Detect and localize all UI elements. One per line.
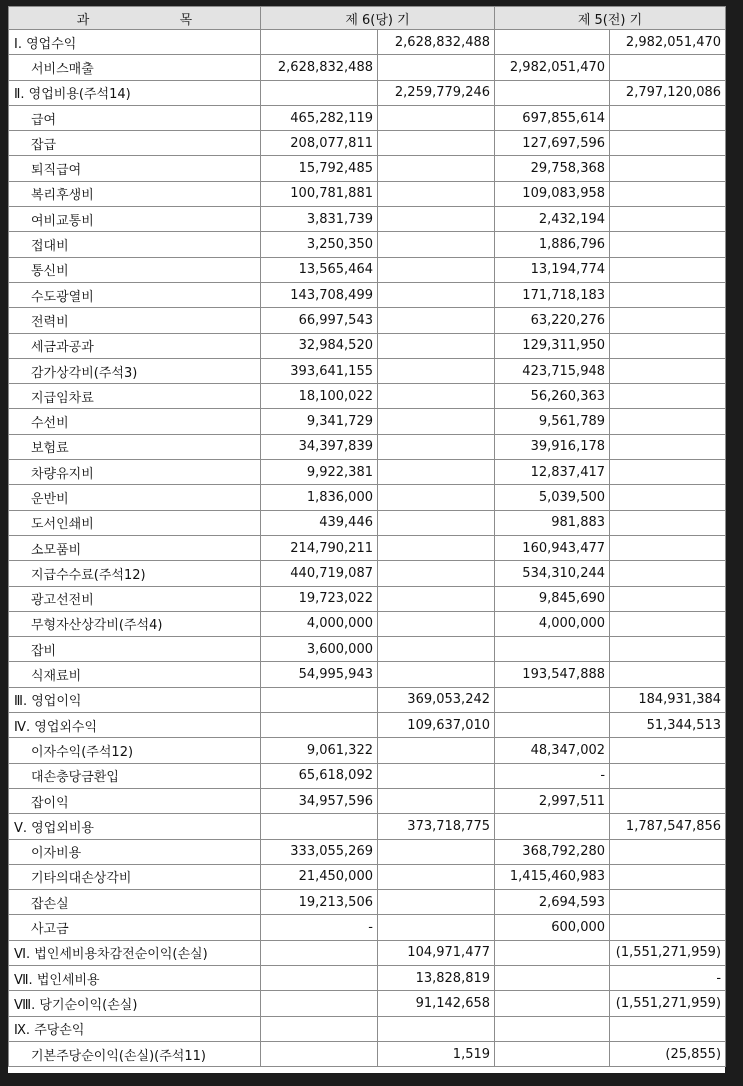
current-total-cell: 369,053,242 <box>378 687 495 712</box>
row-label: 전력비 <box>9 308 261 333</box>
prior-detail-cell: 129,311,950 <box>495 333 610 358</box>
current-total-cell: 91,142,658 <box>378 991 495 1016</box>
prior-detail-cell <box>495 1016 610 1041</box>
prior-total-cell <box>610 586 726 611</box>
prior-detail-cell: 9,561,789 <box>495 409 610 434</box>
current-detail-cell: 3,600,000 <box>261 637 378 662</box>
prior-detail-cell <box>495 713 610 738</box>
table-row <box>9 713 726 738</box>
table-row <box>9 788 726 813</box>
current-total-cell <box>378 510 495 535</box>
current-detail-cell: 3,831,739 <box>261 207 378 232</box>
prior-detail-cell: 171,718,183 <box>495 282 610 307</box>
prior-detail-cell: 160,943,477 <box>495 535 610 560</box>
current-total-cell: 1,519 <box>378 1041 495 1066</box>
row-label: 잡손실 <box>9 890 261 915</box>
prior-detail-cell: 2,432,194 <box>495 207 610 232</box>
current-detail-cell: 54,995,943 <box>261 662 378 687</box>
row-label: 급여 <box>9 105 261 130</box>
row-label: 이자수익(주석12) <box>9 738 261 763</box>
prior-total-cell <box>610 485 726 510</box>
prior-total-cell <box>610 864 726 889</box>
current-total-cell <box>378 409 495 434</box>
current-total-cell: 373,718,775 <box>378 814 495 839</box>
current-detail-cell <box>261 713 378 738</box>
prior-total-cell: (1,551,271,959) <box>610 940 726 965</box>
current-total-cell <box>378 1016 495 1041</box>
prior-detail-cell: 2,982,051,470 <box>495 55 610 80</box>
prior-total-cell <box>610 460 726 485</box>
row-label: 수도광열비 <box>9 282 261 307</box>
table-row <box>9 434 726 459</box>
current-detail-cell <box>261 965 378 990</box>
current-detail-cell: 9,922,381 <box>261 460 378 485</box>
prior-total-cell <box>610 434 726 459</box>
current-detail-cell: 333,055,269 <box>261 839 378 864</box>
current-total-cell <box>378 738 495 763</box>
prior-total-cell <box>610 637 726 662</box>
table-row <box>9 232 726 257</box>
row-label: 감가상각비(주석3) <box>9 358 261 383</box>
row-label: 복리후생비 <box>9 181 261 206</box>
current-detail-cell <box>261 814 378 839</box>
current-detail-cell: 13,565,464 <box>261 257 378 282</box>
current-total-cell <box>378 434 495 459</box>
prior-detail-cell: 12,837,417 <box>495 460 610 485</box>
row-label: 잡이익 <box>9 788 261 813</box>
prior-total-cell: 1,787,547,856 <box>610 814 726 839</box>
table-row <box>9 864 726 889</box>
prior-detail-cell: 1,886,796 <box>495 232 610 257</box>
current-total-cell <box>378 55 495 80</box>
current-detail-cell <box>261 991 378 1016</box>
current-total-cell: 13,828,819 <box>378 965 495 990</box>
row-label: 잡비 <box>9 637 261 662</box>
table-row <box>9 637 726 662</box>
current-total-cell <box>378 460 495 485</box>
table-row <box>9 105 726 130</box>
prior-detail-cell: 1,415,460,983 <box>495 864 610 889</box>
prior-total-cell <box>610 105 726 130</box>
prior-total-cell: (25,855) <box>610 1041 726 1066</box>
table-row <box>9 738 726 763</box>
prior-total-cell: 51,344,513 <box>610 713 726 738</box>
row-label: 사고금 <box>9 915 261 940</box>
table-row <box>9 687 726 712</box>
prior-detail-cell <box>495 80 610 105</box>
prior-detail-cell: - <box>495 763 610 788</box>
current-detail-cell: 100,781,881 <box>261 181 378 206</box>
prior-total-cell <box>610 763 726 788</box>
current-detail-cell: 4,000,000 <box>261 611 378 636</box>
table-row <box>9 55 726 80</box>
header-prior-period: 제 5(전) 기 <box>495 7 726 30</box>
prior-total-cell <box>610 384 726 409</box>
header-row <box>9 7 726 30</box>
current-total-cell <box>378 181 495 206</box>
prior-detail-cell <box>495 991 610 1016</box>
prior-total-cell <box>610 232 726 257</box>
current-detail-cell: 143,708,499 <box>261 282 378 307</box>
current-detail-cell <box>261 940 378 965</box>
table-row <box>9 535 726 560</box>
current-detail-cell <box>261 1041 378 1066</box>
current-total-cell <box>378 282 495 307</box>
current-detail-cell: 9,341,729 <box>261 409 378 434</box>
header-item-left: 과 <box>76 12 90 28</box>
prior-detail-cell: 534,310,244 <box>495 561 610 586</box>
prior-total-cell: (1,551,271,959) <box>610 991 726 1016</box>
current-detail-cell: 439,446 <box>261 510 378 535</box>
prior-detail-cell <box>495 940 610 965</box>
row-label: 기타의대손상각비 <box>9 864 261 889</box>
prior-detail-cell: 56,260,363 <box>495 384 610 409</box>
current-total-cell <box>378 384 495 409</box>
current-detail-cell: 9,061,322 <box>261 738 378 763</box>
prior-detail-cell <box>495 814 610 839</box>
row-label: 지급수수료(주석12) <box>9 561 261 586</box>
prior-detail-cell: 13,194,774 <box>495 257 610 282</box>
current-total-cell <box>378 333 495 358</box>
prior-total-cell <box>610 510 726 535</box>
current-detail-cell: 465,282,119 <box>261 105 378 130</box>
current-total-cell <box>378 535 495 560</box>
current-detail-cell: 66,997,543 <box>261 308 378 333</box>
prior-total-cell <box>610 535 726 560</box>
current-total-cell <box>378 308 495 333</box>
prior-total-cell <box>610 308 726 333</box>
current-total-cell <box>378 207 495 232</box>
table-row <box>9 763 726 788</box>
row-label: 기본주당순이익(손실)(주석11) <box>9 1041 261 1066</box>
current-total-cell: 104,971,477 <box>378 940 495 965</box>
row-label: 광고선전비 <box>9 586 261 611</box>
row-label: 도서인쇄비 <box>9 510 261 535</box>
current-total-cell <box>378 611 495 636</box>
current-total-cell <box>378 485 495 510</box>
prior-total-cell <box>610 409 726 434</box>
table-row <box>9 611 726 636</box>
table-row <box>9 1016 726 1041</box>
table-row <box>9 965 726 990</box>
current-detail-cell: 208,077,811 <box>261 131 378 156</box>
prior-total-cell <box>610 282 726 307</box>
row-label: Ⅳ. 영업외수익 <box>9 713 261 738</box>
prior-detail-cell: 697,855,614 <box>495 105 610 130</box>
current-detail-cell <box>261 30 378 55</box>
row-label: 보험료 <box>9 434 261 459</box>
row-label: Ⅴ. 영업외비용 <box>9 814 261 839</box>
table-row <box>9 839 726 864</box>
header-item <box>9 7 261 30</box>
row-label: Ⅱ. 영업비용(주석14) <box>9 80 261 105</box>
current-detail-cell: 15,792,485 <box>261 156 378 181</box>
prior-detail-cell: 9,845,690 <box>495 586 610 611</box>
table-header <box>9 7 726 30</box>
prior-detail-cell <box>495 30 610 55</box>
prior-detail-cell: 2,694,593 <box>495 890 610 915</box>
table-row <box>9 940 726 965</box>
prior-total-cell <box>610 915 726 940</box>
prior-total-cell <box>610 55 726 80</box>
prior-detail-cell <box>495 965 610 990</box>
current-total-cell <box>378 561 495 586</box>
current-detail-cell: 1,836,000 <box>261 485 378 510</box>
table-row <box>9 814 726 839</box>
prior-detail-cell: 2,997,511 <box>495 788 610 813</box>
prior-detail-cell <box>495 637 610 662</box>
table-row <box>9 1041 726 1066</box>
prior-detail-cell: 4,000,000 <box>495 611 610 636</box>
current-detail-cell: - <box>261 915 378 940</box>
table-row <box>9 890 726 915</box>
prior-total-cell <box>610 611 726 636</box>
current-total-cell <box>378 232 495 257</box>
current-detail-cell: 2,628,832,488 <box>261 55 378 80</box>
current-total-cell <box>378 358 495 383</box>
prior-detail-cell: 39,916,178 <box>495 434 610 459</box>
table-row <box>9 460 726 485</box>
row-label: 식재료비 <box>9 662 261 687</box>
current-total-cell <box>378 788 495 813</box>
prior-detail-cell: 29,758,368 <box>495 156 610 181</box>
current-total-cell <box>378 839 495 864</box>
row-label: 접대비 <box>9 232 261 257</box>
current-total-cell <box>378 586 495 611</box>
row-label: 세금과공과 <box>9 333 261 358</box>
table-row <box>9 915 726 940</box>
prior-detail-cell <box>495 1041 610 1066</box>
prior-detail-cell: 48,347,002 <box>495 738 610 763</box>
table-row <box>9 358 726 383</box>
table-row <box>9 384 726 409</box>
prior-detail-cell: 981,883 <box>495 510 610 535</box>
current-total-cell <box>378 105 495 130</box>
prior-detail-cell: 109,083,958 <box>495 181 610 206</box>
table-row <box>9 586 726 611</box>
current-total-cell <box>378 156 495 181</box>
table-row <box>9 131 726 156</box>
prior-total-cell <box>610 561 726 586</box>
row-label: 수선비 <box>9 409 261 434</box>
current-detail-cell: 34,397,839 <box>261 434 378 459</box>
current-detail-cell: 34,957,596 <box>261 788 378 813</box>
prior-total-cell: 184,931,384 <box>610 687 726 712</box>
prior-total-cell <box>610 181 726 206</box>
row-label: Ⅵ. 법인세비용차감전순이익(손실) <box>9 940 261 965</box>
prior-total-cell <box>610 156 726 181</box>
prior-total-cell <box>610 1016 726 1041</box>
current-detail-cell: 393,641,155 <box>261 358 378 383</box>
current-detail-cell: 214,790,211 <box>261 535 378 560</box>
current-detail-cell <box>261 687 378 712</box>
prior-total-cell <box>610 207 726 232</box>
row-label: 운반비 <box>9 485 261 510</box>
row-label: Ⅲ. 영업이익 <box>9 687 261 712</box>
row-label: Ⅶ. 법인세비용 <box>9 965 261 990</box>
prior-total-cell <box>610 257 726 282</box>
table-row <box>9 30 726 55</box>
table-row <box>9 282 726 307</box>
current-detail-cell <box>261 1016 378 1041</box>
table-row <box>9 333 726 358</box>
prior-total-cell <box>610 662 726 687</box>
header-item-right: 목 <box>179 12 193 28</box>
current-total-cell <box>378 763 495 788</box>
table-row <box>9 257 726 282</box>
prior-detail-cell: 5,039,500 <box>495 485 610 510</box>
prior-total-cell <box>610 131 726 156</box>
table-row <box>9 156 726 181</box>
prior-total-cell <box>610 839 726 864</box>
current-total-cell <box>378 915 495 940</box>
current-total-cell: 2,259,779,246 <box>378 80 495 105</box>
current-detail-cell: 19,213,506 <box>261 890 378 915</box>
row-label: 서비스매출 <box>9 55 261 80</box>
current-total-cell <box>378 637 495 662</box>
prior-detail-cell: 368,792,280 <box>495 839 610 864</box>
row-label: 지급임차료 <box>9 384 261 409</box>
current-total-cell <box>378 890 495 915</box>
income-statement-table <box>8 6 726 1067</box>
table-row <box>9 485 726 510</box>
prior-detail-cell <box>495 687 610 712</box>
current-detail-cell: 18,100,022 <box>261 384 378 409</box>
prior-detail-cell: 423,715,948 <box>495 358 610 383</box>
table-row <box>9 308 726 333</box>
prior-detail-cell: 600,000 <box>495 915 610 940</box>
current-total-cell <box>378 864 495 889</box>
table-row <box>9 510 726 535</box>
current-detail-cell: 21,450,000 <box>261 864 378 889</box>
row-label: Ⅷ. 당기순이익(손실) <box>9 991 261 1016</box>
row-label: 무형자산상각비(주석4) <box>9 611 261 636</box>
prior-total-cell: 2,982,051,470 <box>610 30 726 55</box>
table-row <box>9 991 726 1016</box>
prior-total-cell: 2,797,120,086 <box>610 80 726 105</box>
row-label: 대손충당금환입 <box>9 763 261 788</box>
prior-total-cell: - <box>610 965 726 990</box>
prior-detail-cell: 193,547,888 <box>495 662 610 687</box>
row-label: 소모품비 <box>9 535 261 560</box>
table-row <box>9 80 726 105</box>
prior-total-cell <box>610 358 726 383</box>
current-total-cell <box>378 662 495 687</box>
current-detail-cell: 32,984,520 <box>261 333 378 358</box>
row-label: 이자비용 <box>9 839 261 864</box>
current-detail-cell <box>261 80 378 105</box>
current-total-cell: 109,637,010 <box>378 713 495 738</box>
current-detail-cell: 3,250,350 <box>261 232 378 257</box>
prior-total-cell <box>610 890 726 915</box>
prior-total-cell <box>610 738 726 763</box>
prior-total-cell <box>610 333 726 358</box>
current-detail-cell: 440,719,087 <box>261 561 378 586</box>
current-total-cell <box>378 257 495 282</box>
current-total-cell <box>378 131 495 156</box>
row-label: Ⅸ. 주당손익 <box>9 1016 261 1041</box>
table-row <box>9 409 726 434</box>
header-current-period: 제 6(당) 기 <box>261 7 495 30</box>
table-row <box>9 181 726 206</box>
current-detail-cell: 65,618,092 <box>261 763 378 788</box>
income-statement-sheet <box>8 6 725 1073</box>
row-label: 퇴직급여 <box>9 156 261 181</box>
table-body <box>9 30 726 1067</box>
prior-detail-cell: 63,220,276 <box>495 308 610 333</box>
row-label: Ⅰ. 영업수익 <box>9 30 261 55</box>
prior-detail-cell: 127,697,596 <box>495 131 610 156</box>
row-label: 차량유지비 <box>9 460 261 485</box>
current-detail-cell: 19,723,022 <box>261 586 378 611</box>
table-row <box>9 662 726 687</box>
current-total-cell: 2,628,832,488 <box>378 30 495 55</box>
row-label: 통신비 <box>9 257 261 282</box>
table-row <box>9 207 726 232</box>
row-label: 잡급 <box>9 131 261 156</box>
row-label: 여비교통비 <box>9 207 261 232</box>
prior-total-cell <box>610 788 726 813</box>
table-row <box>9 561 726 586</box>
